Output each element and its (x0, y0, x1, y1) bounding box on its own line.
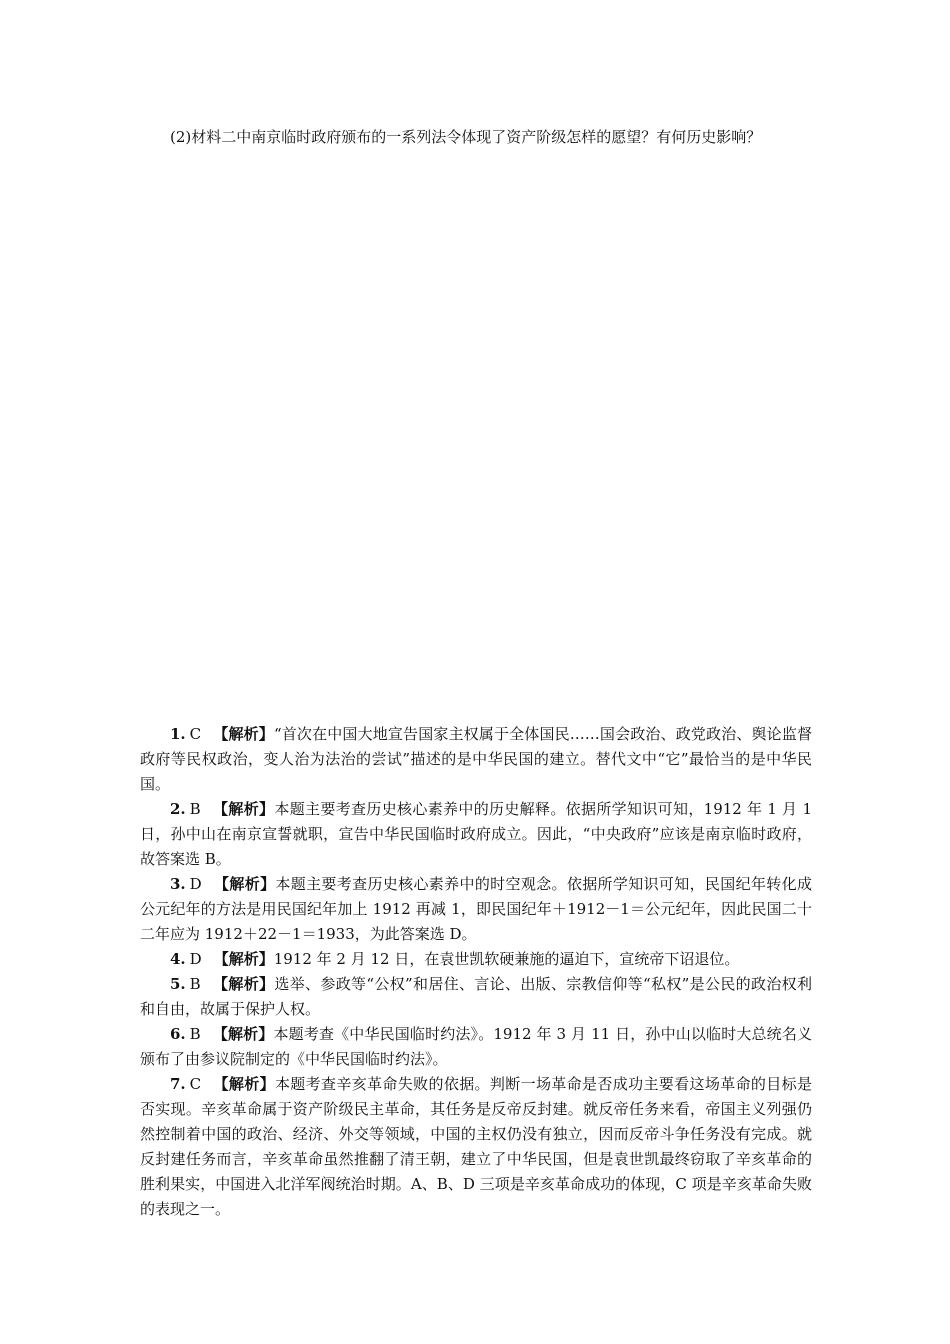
answer-choice: C (189, 1075, 202, 1093)
answer-choice: B (189, 975, 201, 993)
answer-choice: C (189, 725, 202, 743)
answer-list (140, 722, 812, 1222)
answer-choice: B (189, 800, 201, 818)
question-text: (2)材料二中南京临时政府颁布的一系列法令体现了资产阶级怎样的愿望？有何历史影响？ (170, 128, 762, 146)
answer-choice: B (189, 1025, 201, 1043)
answer-number: 2. (170, 800, 186, 818)
answer-number: 6. (170, 1025, 186, 1043)
answer-explanation: 本题主要考查历史核心素养中的历史解释。依据所学知识可知，1912 年 1 月 1 日，孙中山在南京宣誓就职，宣告中华民国临时政府成立。因此，“中央政府”应该是南京临时政府，故答案选 B。 (140, 800, 812, 868)
answer-item-2 (140, 797, 812, 872)
analysis-tag: 【解析】 (213, 950, 274, 968)
answer-explanation: 1912 年 2 月 12 日，在袁世凯软硬兼施的逼迫下，宣统帝下诏退位。 (273, 950, 740, 968)
answer-item-1 (140, 722, 812, 797)
analysis-tag: 【解析】 (212, 1025, 274, 1043)
answer-number: 3. (170, 875, 186, 893)
answer-number: 1. (170, 725, 186, 743)
answer-item-6 (140, 1022, 812, 1072)
answer-choice: D (189, 950, 202, 968)
answer-explanation: 选举、参政等“公权”和居住、言论、出版、宗教信仰等“私权”是公民的政治权利和自由，故属于保护人权。 (140, 975, 812, 1018)
analysis-tag: 【解析】 (212, 975, 275, 993)
answer-number: 4. (170, 950, 186, 968)
answer-item-5 (140, 972, 812, 1022)
answer-explanation: 本题考查《中华民国临时约法》。1912 年 3 月 11 日，孙中山以临时大总统名义颁布了由参议院制定的《中华民国临时约法》。 (140, 1025, 812, 1068)
answer-item-3 (140, 872, 812, 947)
analysis-tag: 【解析】 (213, 725, 274, 743)
answer-choice: D (189, 875, 202, 893)
answer-item-7 (140, 1072, 812, 1222)
analysis-tag: 【解析】 (213, 1075, 275, 1093)
analysis-tag: 【解析】 (212, 800, 275, 818)
answer-number: 5. (170, 975, 186, 993)
answer-number: 7. (170, 1075, 186, 1093)
analysis-tag: 【解析】 (213, 875, 276, 893)
answer-explanation: 本题主要考查历史核心素养中的时空观念。依据所学知识可知，民国纪年转化成公元纪年的方法是用民国纪年加上 1912 再减 1，即民国纪年＋1912－1＝公元纪年，因此民国二十二年应为 1912＋22－1＝1933，为此答案选 D。 (140, 875, 812, 943)
answer-explanation: 本题考查辛亥革命失败的依据。判断一场革命是否成功主要看这场革命的目标是否实现。辛亥革命属于资产阶级民主革命，其任务是反帝反封建。就反帝任务来看，帝国主义列强仍然控制着中国的政治、经济、外交等领域，中国的主权仍没有独立，因而反帝斗争任务没有完成。就反封建任务而言，辛亥革命虽然推翻了清王朝，建立了中华民国，但是袁世凯最终窃取了辛亥革命的胜利果实，中国进入北洋军阀统治时期。A、B、D 三项是辛亥革命成功的体现，C 项是辛亥革命失败的表现之一。 (140, 1075, 812, 1218)
answer-item-4 (140, 947, 812, 972)
answer-explanation: “首次在中国大地宣告国家主权属于全体国民……国会政治、政党政治、舆论监督政府等民权政治，变人治为法治的尝试”描述的是中华民国的建立。替代文中“它”最恰当的是中华民国。 (140, 725, 812, 793)
